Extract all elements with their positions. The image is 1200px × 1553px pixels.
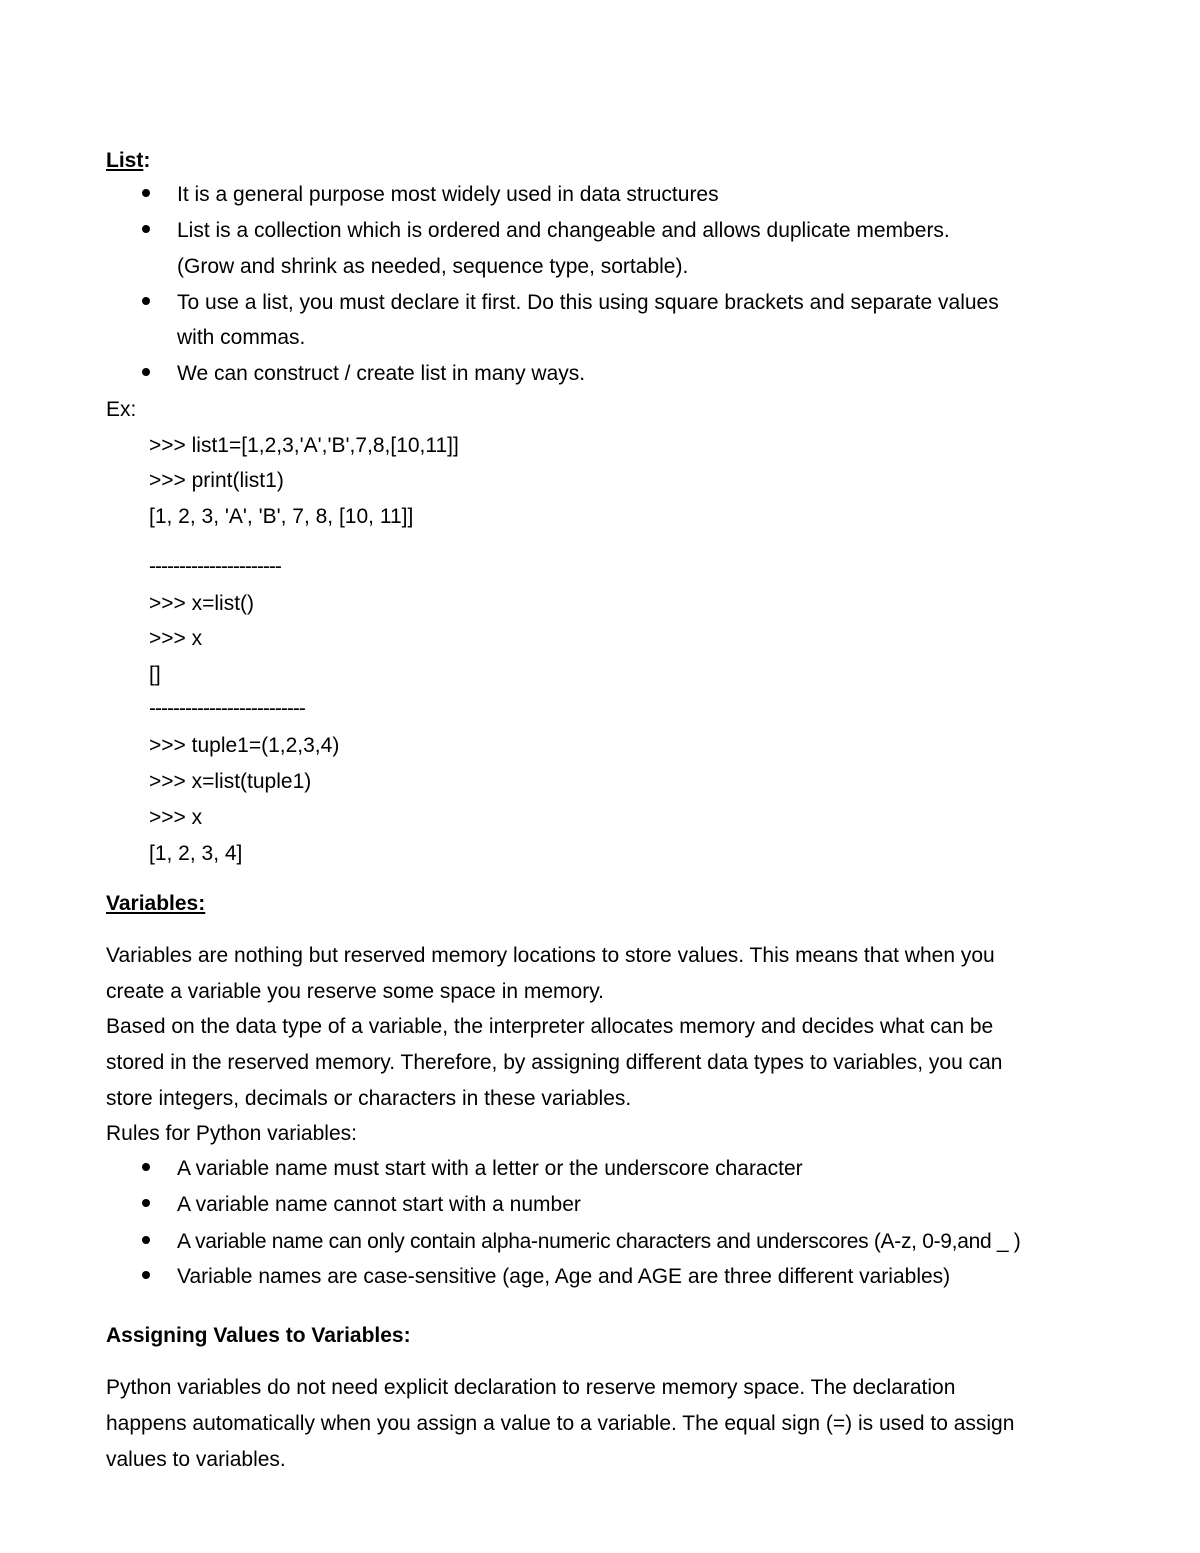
bullet-icon	[142, 189, 150, 197]
list-bullet-1: It is a general purpose most widely used in data structures	[177, 183, 719, 206]
code-line: >>> x=list()	[149, 592, 255, 615]
paragraph-line: happens automatically when you assign a value to a variable. The equal sign (=) is used to assign	[106, 1412, 1015, 1435]
paragraph-line: values to variables.	[106, 1448, 286, 1471]
bullet-icon	[142, 225, 150, 233]
bullet-icon	[142, 1236, 150, 1244]
code-output-line: []	[149, 663, 161, 686]
list-bullet-2: List is a collection which is ordered and changeable and allows duplicate members.	[177, 219, 950, 242]
rule-item: Variable names are case-sensitive (age, Age and AGE are three different variables)	[177, 1265, 951, 1288]
variables-heading: Variables:	[106, 892, 206, 915]
list-bullet-4: We can construct / create list in many ways.	[177, 362, 586, 385]
separator-line: ----------------------	[149, 555, 281, 578]
list-bullet-2-continuation: (Grow and shrink as needed, sequence type, sortable).	[177, 255, 689, 278]
example-label: Ex:	[106, 398, 137, 421]
code-line: >>> list1=[1,2,3,'A','B',7,8,[10,11]]	[149, 434, 459, 457]
rule-item: A variable name can only contain alpha-numeric characters and underscores (A-z, 0-9,and _ )	[177, 1230, 1021, 1253]
code-line: >>> x	[149, 627, 203, 650]
code-output-line: [1, 2, 3, 'A', 'B', 7, 8, [10, 11]]	[149, 505, 414, 528]
list-bullet-3-continuation: with commas.	[177, 326, 306, 349]
separator-line: --------------------------	[149, 697, 305, 720]
code-line: >>> x	[149, 806, 203, 829]
paragraph-line: stored in the reserved memory. Therefore, by assigning different data types to variables, you can	[106, 1051, 1003, 1074]
rule-item: A variable name cannot start with a number	[177, 1193, 581, 1216]
code-output-line: [1, 2, 3, 4]	[149, 842, 243, 865]
paragraph-line: Python variables do not need explicit declaration to reserve memory space. The declaration	[106, 1376, 956, 1399]
code-line: >>> print(list1)	[149, 469, 284, 492]
list-bullet-3: To use a list, you must declare it first. Do this using square brackets and separate values	[177, 291, 999, 314]
paragraph-line: Based on the data type of a variable, the interpreter allocates memory and decides what can be	[106, 1015, 994, 1038]
bullet-icon	[142, 1271, 150, 1279]
rules-intro: Rules for Python variables:	[106, 1122, 357, 1145]
list-heading: List:	[106, 149, 151, 172]
code-line: >>> x=list(tuple1)	[149, 770, 312, 793]
bullet-icon	[142, 368, 150, 376]
paragraph-line: store integers, decimals or characters in these variables.	[106, 1087, 632, 1110]
rule-item: A variable name must start with a letter or the underscore character	[177, 1157, 803, 1180]
bullet-icon	[142, 1163, 150, 1171]
assigning-heading: Assigning Values to Variables:	[106, 1324, 411, 1347]
paragraph-line: Variables are nothing but reserved memory locations to store values. This means that when you	[106, 944, 995, 967]
bullet-icon	[142, 1199, 150, 1207]
paragraph-line: create a variable you reserve some space in memory.	[106, 980, 604, 1003]
code-line: >>> tuple1=(1,2,3,4)	[149, 734, 340, 757]
bullet-icon	[142, 297, 150, 305]
